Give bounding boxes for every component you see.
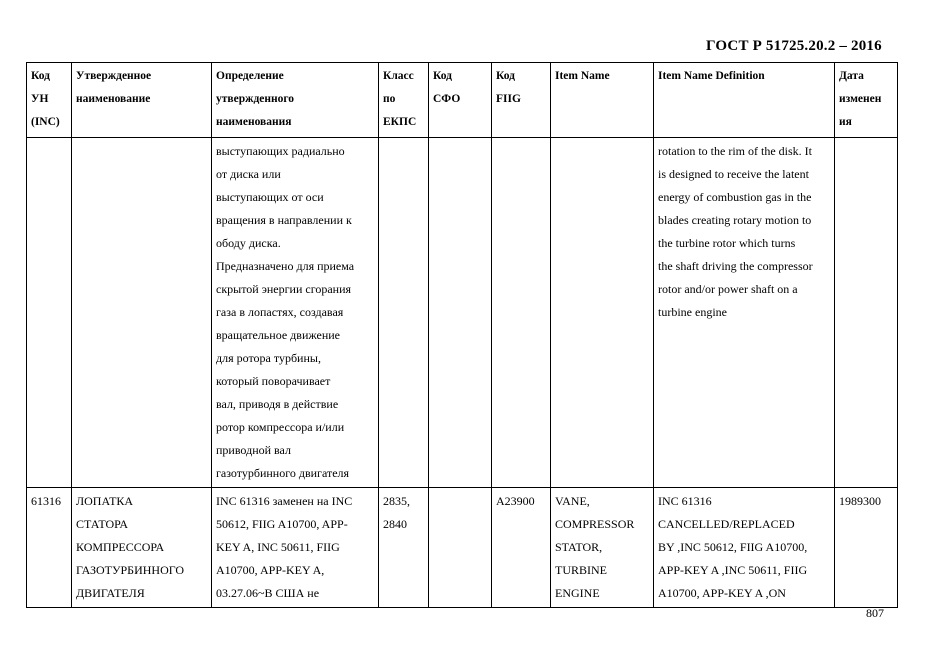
cell-definition [212, 488, 379, 608]
cell-line: 1989300 [839, 494, 881, 508]
cell-item-name [551, 138, 654, 488]
cell-line: который поворачивает [216, 374, 331, 388]
page-number: 807 [866, 606, 884, 620]
cell-line: ия [839, 116, 852, 128]
cell-line: наименования [216, 116, 292, 128]
cell-line: выступающих радиально [216, 144, 345, 158]
cell-line: blades creating rotary motion to [658, 213, 812, 227]
cell-line: (INC) [31, 116, 60, 128]
cell-fiig [492, 138, 551, 488]
cell-line: Код [31, 70, 51, 82]
cell-line: Предназначено для приема [216, 259, 355, 273]
header-item-name-definition [654, 63, 835, 138]
cell-line: KEY A, INC 50611, FIIG [216, 540, 340, 554]
cell-line: 50612, FIIG A10700, APP- [216, 517, 348, 531]
cell-line: INC 61316 заменен на INC [216, 494, 353, 508]
cell-fiig [492, 488, 551, 608]
cell-item-name [551, 488, 654, 608]
cell-class [379, 488, 429, 608]
cell-class [379, 138, 429, 488]
cell-line: для ротора турбины, [216, 351, 321, 365]
cell-line: TURBINE [555, 563, 607, 577]
cell-line: СТАТОРА [76, 517, 128, 531]
cell-line: приводной вал [216, 443, 291, 457]
cell-line: наименование [76, 93, 151, 105]
cell-line: ГАЗОТУРБИННОГО [76, 563, 185, 577]
cell-line: the shaft driving the compressor [658, 259, 813, 273]
cell-line: Код [496, 70, 516, 82]
header-change-date [835, 63, 898, 138]
cell-line: Класс [383, 70, 414, 82]
cell-line: CANCELLED/REPLACED [658, 517, 795, 531]
cell-line: ENGINE [555, 586, 600, 600]
cell-line: Item Name [555, 70, 610, 82]
cell-line: INC 61316 [658, 494, 712, 508]
cell-line: КОМПРЕССОРА [76, 540, 165, 554]
cell-line: газа в лопастях, создавая [216, 305, 344, 319]
header-fiig [492, 63, 551, 138]
cell-line: 2840 [383, 517, 407, 531]
table-header-row [27, 63, 898, 138]
cell-line: газотурбинного двигателя [216, 466, 350, 480]
header-approved-name [72, 63, 212, 138]
header-sfo [429, 63, 492, 138]
cell-line: BY ,INC 50612, FIIG A10700, [658, 540, 808, 554]
cell-approved-name [72, 138, 212, 488]
document-standard-code: ГОСТ Р 51725.20.2 – 2016 [706, 38, 882, 54]
cell-line: 03.27.06~В США не [216, 586, 320, 600]
cell-line: COMPRESSOR [555, 517, 635, 531]
cell-line: утвержденного [216, 93, 295, 105]
cell-line: выступающих от оси [216, 190, 324, 204]
cell-line: A10700, APP-KEY A, [216, 563, 325, 577]
cell-line: изменен [839, 93, 882, 105]
cell-line: ЛОПАТКА [76, 494, 134, 508]
cell-line: скрытой энергии сгорания [216, 282, 352, 296]
header-inc [27, 63, 72, 138]
cell-line: turbine engine [658, 305, 727, 319]
cell-line: Код [433, 70, 453, 82]
cell-line: УН [31, 93, 49, 105]
cell-line: 2835, [383, 494, 410, 508]
cell-line: Определение [216, 70, 284, 82]
cell-line: вращения в направлении к [216, 213, 352, 227]
cell-line: вал, приводя в действие [216, 397, 339, 411]
cell-line: ЕКПС [383, 116, 417, 128]
table-row [27, 488, 898, 608]
cell-sfo [429, 138, 492, 488]
cell-change-date [835, 138, 898, 488]
cell-definition [212, 138, 379, 488]
header-definition [212, 63, 379, 138]
cell-line: APP-KEY A ,INC 50611, FIIG [658, 563, 808, 577]
cell-line: ДВИГАТЕЛЯ [76, 586, 145, 600]
cell-line: A10700, APP-KEY A ,ON [658, 586, 786, 600]
cell-line: ободу диска. [216, 236, 281, 250]
cell-line: rotor and/or power shaft on a [658, 282, 798, 296]
table-row [27, 138, 898, 488]
cell-change-date [835, 488, 898, 608]
cell-item-name-definition [654, 138, 835, 488]
cell-line: СФО [433, 93, 461, 105]
cell-line: Утвержденное [76, 70, 152, 82]
cell-inc [27, 488, 72, 608]
cell-line: вращательное движение [216, 328, 340, 342]
cell-line: Item Name Definition [658, 70, 765, 82]
cell-line: A23900 [496, 494, 535, 508]
header-class [379, 63, 429, 138]
cell-line: по [383, 93, 396, 105]
cell-line: energy of combustion gas in the [658, 190, 812, 204]
cell-line: от диска или [216, 167, 281, 181]
cell-line: ротор компрессора и/или [216, 420, 345, 434]
cell-inc [27, 138, 72, 488]
cell-sfo [429, 488, 492, 608]
cell-line: Дата [839, 70, 864, 82]
cell-item-name-definition [654, 488, 835, 608]
cell-line: rotation to the rim of the disk. It [658, 144, 812, 158]
header-item-name [551, 63, 654, 138]
cell-approved-name [72, 488, 212, 608]
cell-line: STATOR, [555, 540, 603, 554]
cell-line: VANE, [555, 494, 590, 508]
cell-line: FIIG [496, 93, 521, 105]
cell-line: 61316 [31, 494, 61, 508]
cell-line: the turbine rotor which turns [658, 236, 796, 250]
cell-line: is designed to receive the latent [658, 167, 809, 181]
item-name-table [26, 62, 898, 608]
